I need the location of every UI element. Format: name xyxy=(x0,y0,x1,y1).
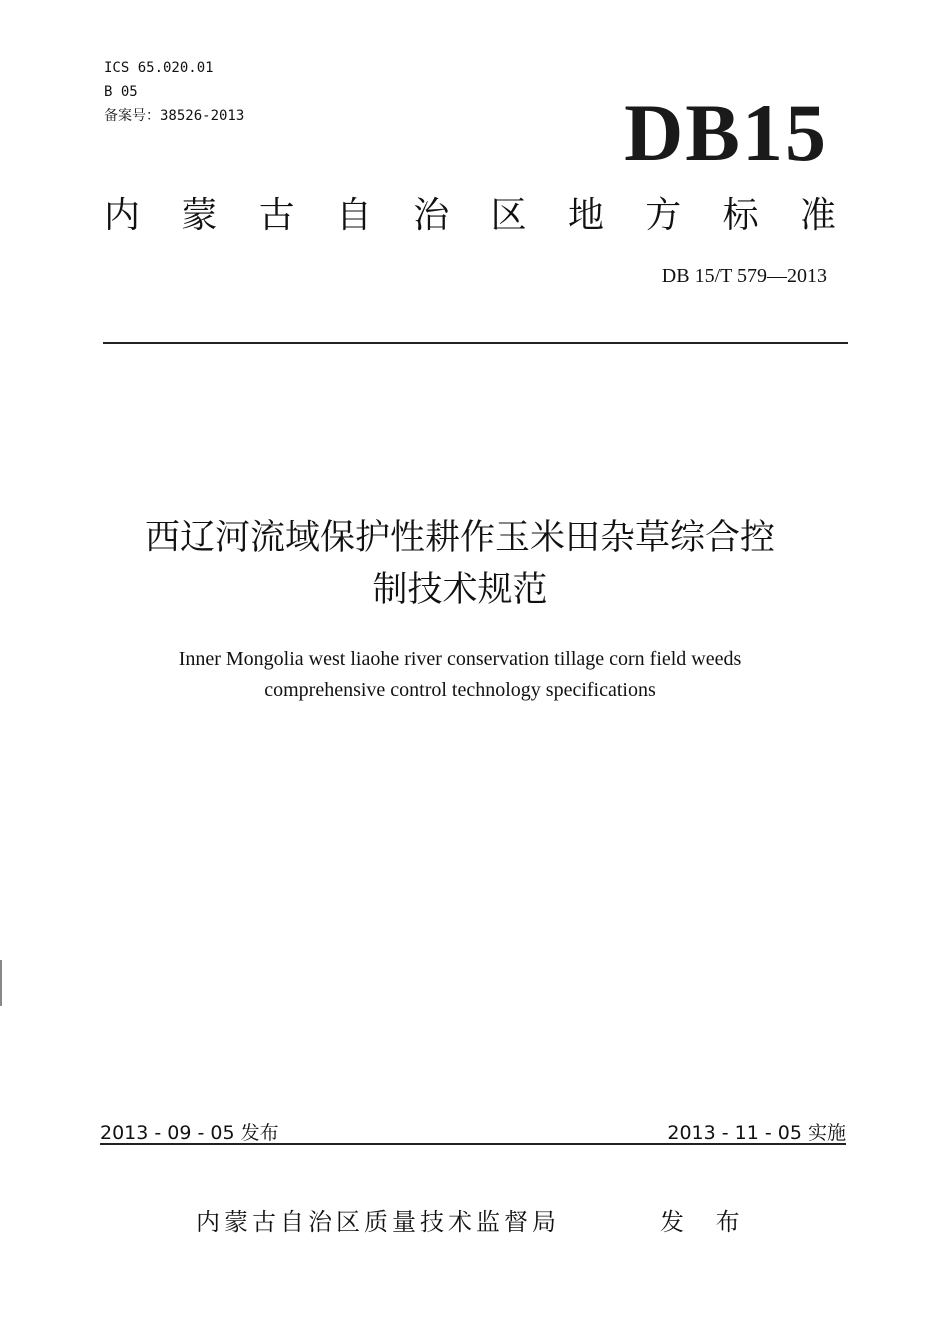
ccs-code: B 05 xyxy=(104,84,138,100)
standard-type-char: 标 xyxy=(722,195,759,236)
standard-type-char: 方 xyxy=(645,195,682,236)
issuing-authority: 内蒙古自治区质量技术监督局 xyxy=(196,1208,560,1236)
db-mark: DB15 xyxy=(624,87,828,178)
filing-number: 备案号：38526-2013 xyxy=(104,108,245,124)
standard-type-char: 古 xyxy=(258,195,295,236)
scan-edge-mark xyxy=(0,960,2,1006)
implementation-date: 2013 - 11 - 05 实施 xyxy=(667,1122,846,1144)
standard-type-char: 区 xyxy=(490,195,527,236)
title-en-line2: comprehensive control technology specifications xyxy=(264,679,656,701)
publish-label: 发 布 xyxy=(660,1208,752,1236)
ics-code: ICS 65.020.01 xyxy=(104,60,214,76)
standard-number: DB 15/T 579—2013 xyxy=(661,265,827,287)
issue-date: 2013 - 09 - 05 发布 xyxy=(100,1122,279,1144)
standard-type xyxy=(100,194,840,238)
standard-type-char: 地 xyxy=(567,195,604,236)
title-zh-line1: 西辽河流域保护性耕作玉米田杂草综合控 xyxy=(144,518,775,558)
footer-rule xyxy=(100,1143,846,1145)
standard-type-char: 蒙 xyxy=(181,195,218,236)
standard-type-char: 内 xyxy=(103,195,140,236)
title-en-line1: Inner Mongolia west liaohe river conservation tillage corn field weeds xyxy=(178,648,742,670)
title-zh-line2: 制技术规范 xyxy=(372,570,548,610)
standard-type-char: 治 xyxy=(413,195,450,236)
standard-type-char: 准 xyxy=(799,195,836,236)
standard-type-char: 自 xyxy=(335,195,372,236)
header-rule xyxy=(103,342,848,344)
